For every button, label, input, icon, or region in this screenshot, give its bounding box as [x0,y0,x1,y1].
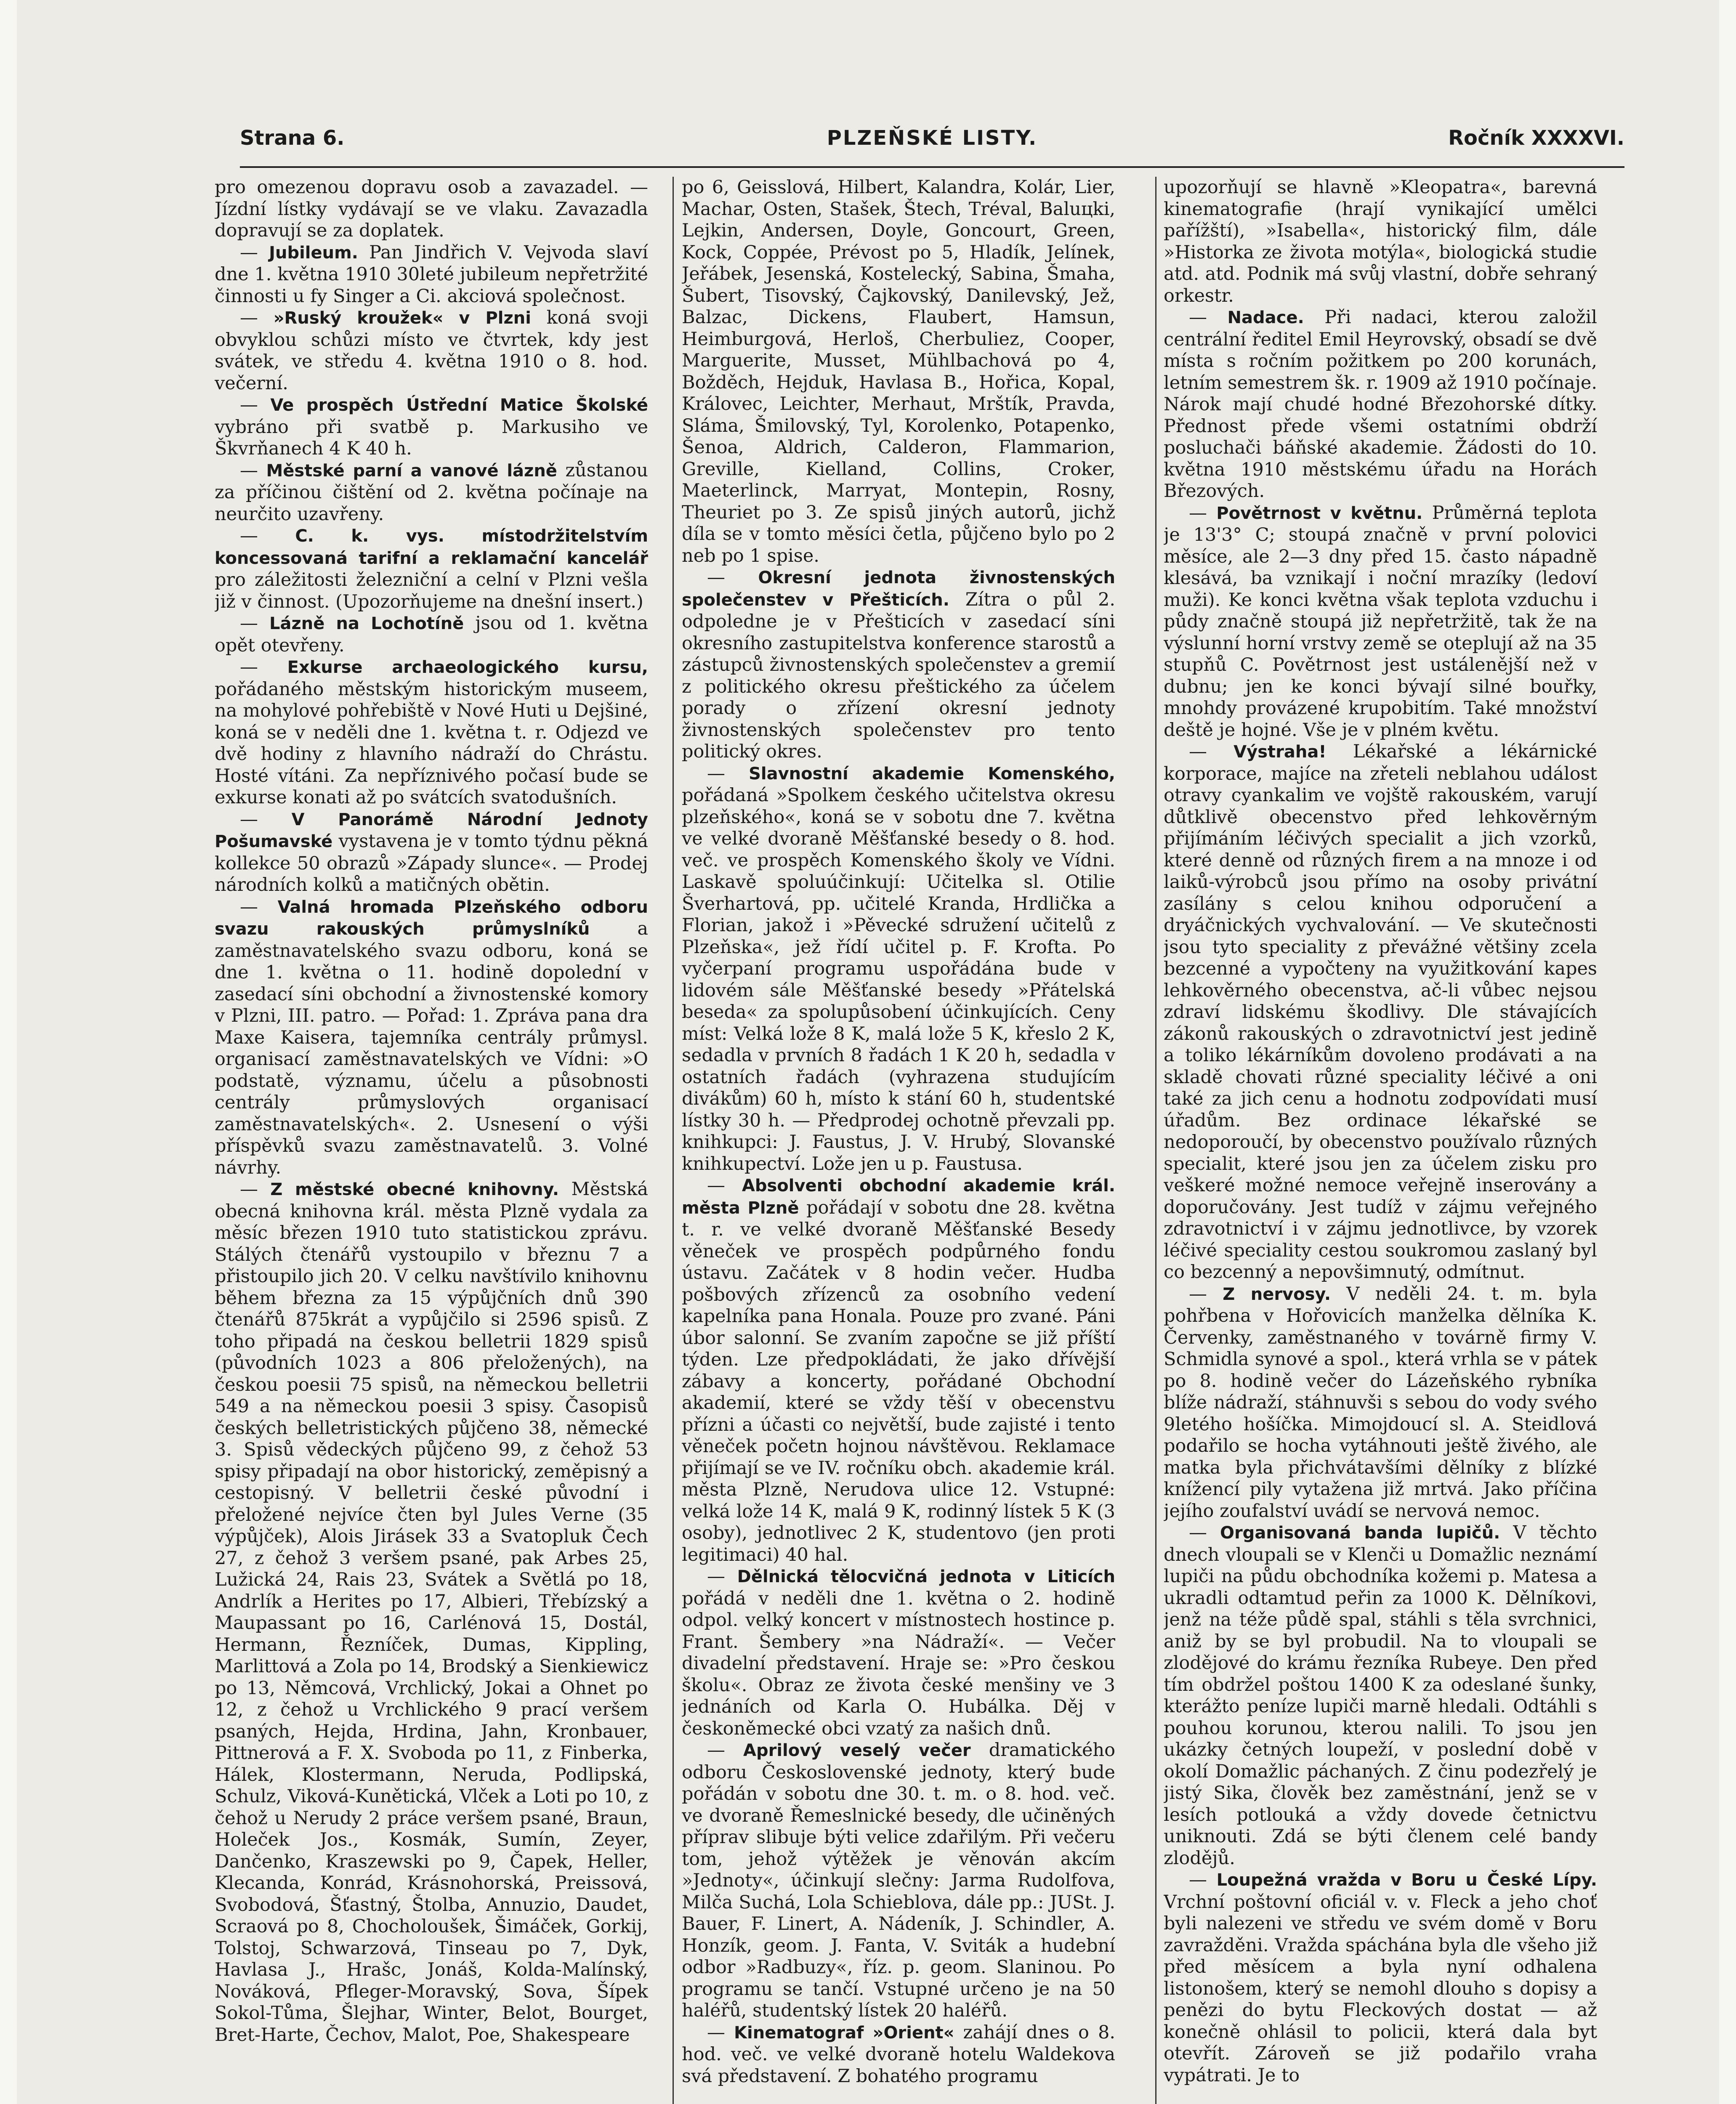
article-heading: Loupežná vražda v Boru u České Lípy. [1216,1870,1597,1890]
article-paragraph: — Loupežná vražda v Boru u České Lípy. Vrchní poštovní oficiál v. v. Fleck a jeho choť byli nalezeni ve středu ve svém domě v Boru zavražděni. Vražda spáchána byla dle všeho již před měsícem a byla nyní odhalena listonošem, který se nemohl dlouho s dopisy a penězi do bytu Fleckových dostat — až konečně ohlásil to policii, která dala byt otevřít. Zároveň se již podařilo vraha vypátrati. Je to [1164,1869,1597,2086]
article-paragraph: — Nadace. Při nadaci, kterou založil centrální ředitel Emil Heyrovský, obsadí se dvě místa s ročním požitkem po 200 korunách, letním semestrem šk. r. 1909 až 1910 počínaje. Nárok mají chudé hodné Březohorské dítky. Přednost přede všemi ostatními obdrží posluchači báňské akademie. Žádosti do 10. května 1910 městskému úřadu na Horách Březových. [1164,307,1597,502]
article-text: po 6, Geisslová, Hilbert, Kalandra, Kolár, Lier, Machar, Osten, Stašek, Štech, Tréval, Baluцki, Lejkin, Andersen, Doyle, Goncourt, Green, Kock, Coppée, Prévost po 5, Hladík, Jelínek, Jeřábek, Jesenská, Kostelecký, Sabina, Šmaha, Šubert, Tisovský, Čajkovský, Danilevský, Jež, Balzac, Dickens, Flaubert, Hamsun, Heimburgová, Herloš, Cherbuliez, Cooper, Marguerite, Musset, Mühlbachová po 4, Božděch, Hejduk, Havlasa B., Hořica, Kopal, Královec, Leichter, Merhaut, Mrštík, Pravda, Sláma, Šmilovský, Tyl, Korolenko, Potapenko, Šenoa, Aldrich, Calderon, Flammarion, Greville, Kielland, Collins, Croker, Maeterlinck, Marryat, Montepin, Rosny, Theuriet po 3. Ze spisů jiných autorů, jichž díla se v tomto měsíci četla, půjčeno bylo po 2 neb po 1 spise. [682,177,1115,566]
article-text: Městská obecná knihovna král. města Plzně vydala za měsíc březen 1910 tuto statistickou zprávu. Stálých čtenářů vystoupilo v březnu 7 a přistoupilo jich 20. V celku navštívilo knihovnu během března za 15 výpůjčních dnů 390 čtenářů 875krát a vypůjčilo si 2596 spisů. Z toho připadá na českou belletrii 1829 spisů (původních 1023 a 806 přeložených), na českou poesii 75 spisů, na německou belletrii 549 a na německou poesii 3 spisy. Časopisů českých belletristických půjčeno 38, německé 3. Spisů vědeckých půjčeno 99, z čehož 53 spisy připadají na obor historický, zeměpisný a cestopisný. V belletrii české původní i přeložené nejvíce čten byl Jules Verne (35 výpůjček), Alois Jirásek 33 a Svatopluk Čech 27, z čehož 3 veršem psané, pak Arbes 25, Lužická 24, Rais 23, Svátek a Světlá po 18, Andrlík a Herites po 17, Albieri, Třebízský a Maupassant po 16, Carlénová 15, Dostál, Hermann, Řezníček, Dumas, Kippling, Marlittová a Zola po 14, Brodský a Sienkiewicz po 13, Němcová, Vrchlický, Jokai a Ohnet po 12, z čehož u Vrchlického 9 prací veršem psaných, Hejda, Hrdina, Jahn, Kronbauer, Pittnerová a F. X. Svoboda po 11, z Finberka, Hálek, Klostermann, Neruda, Podlipská, Schulz, Viková-Kunětická, Vlček a Loti po 10, z čehož u Nerudy 2 práce veršem psané, Braun, Holeček Jos., Kosmák, Sumín, Zeyer, Dančenko, Kraszewski po 9, Čapek, Heller, Klecanda, Konrád, Krásnohorská, Preissová, Svobodová, Šťastný, Štolba, Annuzio, Daudet, Scraová po 8, Chocholoušek, Šimáček, Gorkij, Tolstoj, Schwarzová, Tinseau po 7, Dyk, Havlasa J., Hrašc, Jonáš, Kolda-Malínský, Nováková, Pfleger-Moravský, Sova, Šípek Sokol-Tůma, Šlejhar, Winter, Belot, Bourget, Bret-Harte, Čechov, Malot, Poe, Shakespeare [215,1179,648,2046]
article-paragraph: — Valná hromada Plzeňského odboru svazu rakouských průmyslníků a zaměstnavatelského svazu odboru, koná se dne 1. května o 11. hodině dopolední v zasedací síni obchodní a živnostenské komory v Plzni, III. patro. — Pořad: 1. Zpráva pana dra Maxe Kaisera, tajemníka centrály průmysl. organisací zaměstnavatelských ve Vídni: »O podstatě, významu, účelu a působnosti centrály průmyslových organisací zaměstnavatelských«. 2. Usnesení o výši příspěvků svazu zaměstnavatelů. 3. Volné návrhy. [215,896,648,1178]
article-heading: Valná hromada Plzeňského odboru svazu rakouských průmyslníků [215,897,648,939]
article-text: pořádá v neděli dne 1. května o 2. hodině odpol. velký koncert v místnostech hostince p. Frant. Šembery »na Nádraží«. — Večer divadelní představení. Hraje se: »Pro českou školu«. Obraz ze života české menšiny ve 3 jednáních od Karla O. Hubálka. Děj v českoněmecké obci vzatý za našich dnů. [682,1588,1115,1739]
article-text: Průměrná teplota je 13'3° C; stoupá značně v první polovici měsíce, ale 2—3 dny před 15. často nápadně klesává, ba vznikají i noční mrazíky (ledoví muži). Ke konci května však teplota vzduchu i půdy značně stoupá již nepřetržitě, tak že na výslunní horní vrstvy země se oteplují až na 35 stupňů C. Povětrnost jest ustálenější než v dubnu; jen ke konci bývají silné bouřky, mnohdy provázené krupobitím. Také množství deště je hojné. Vše je v plném květu. [1164,502,1597,741]
article-heading: Ve prospěch Ústřední Matice Školské [270,396,648,415]
article-text: pořádaná »Spolkem českého učitelstva okresu plzeňského«, koná se v sobotu dne 7. května ve velké dvoraně Měšťanské besedy o 8. hod. več. ve prospěch Komenského školy ve Vídni. Laskavě spoluúčinkují: Učitelka sl. Otilie Šverhartová, pp. učitelé Kranda, Hrdlička a Florian, jakož i »Pěvecké sdružení učitelů z Plzeňska«, jež řídí učitel p. F. Krofta. Po vyčerpaní programu uspořádána bude v lidovém sále Měšťanské besedy »Přátelská beseda« za spolupůsobení účinkujících. Ceny míst: Velká lože 8 K, malá lože 5 K, křeslo 2 K, sedadla v prvních 8 řadách 1 K 20 h, sedadla v ostatních řadách (vyhrazena studujícím divákům) 60 h, místo k stání 60 h, studentské lístky 30 h. — Předprodej ochotně převzali pp. knihkupci: J. Faustus, J. V. Hrubý, Slovanské knihkupectví. Lože jen u p. Faustusa. [682,785,1115,1174]
article-paragraph [682,177,1115,567]
article-heading: Exkurse archaeologického kursu, [287,658,648,677]
article-heading: C. k. vys. místodržitelstvím koncessovaná tarifní a reklamační kancelář [215,526,648,568]
article-heading: Absolventi obchodní akademie král. města Plzně [682,1176,1115,1218]
article-heading: Městské parní a vanové lázně [266,461,557,481]
article-text: zůstanou za příčinou čištění od 2. května počínaje na neurčito uzavřeny. [215,460,648,525]
article-heading: Z nervosy. [1223,1284,1331,1304]
article-paragraph: — Absolventi obchodní akademie král. města Plzně pořádají v sobotu dne 28. května t. r. ve velké dvoraně Měšťanské Besedy věneček ve prospěch podpůrného fondu ústavu. Začátek v 8 hodin večer. Hudba pošbových zřízenců za osobního vedení kapelníka pana Honala. Pouze pro zvané. Páni úbor salonní. Se zvaním započne se již příští týden. Lze předpokládati, že jako dřívější zábavy a koncerty, pořádané Obchodní akademií, které se vždy těší v obecenstvu přízni a účasti co největší, bude zajisté i tento věneček početn hojnou návštěvou. Reklamace přijímají se ve IV. ročníku obch. akademie král. města Plzně, Nerudova ulice 12. Vstupné: velká lože 14 K, malá 9 K, rodinný lístek 5 K (3 osoby), jednotlivec 2 K, studentovo (jen proti legitimaci) 40 hal. [682,1175,1115,1565]
scan-edge-right [1719,0,1736,2104]
article-text: V neděli 24. t. m. byla pohřbena v Hořovicích manželka dělníka K. Červenky, zaměstnaného v továrně firmy V. Schmidla synové a spol., která vrhla se v pátek po 8. hodině večer do Lázeňského rybníka blíže nádraží, stáhnuvši s sebou do vody svého 9letého hošíčka. Mimojdoucí sl. A. Steidlová podařilo se hocha vytáhnouti ještě živého, ale matka byla přichvátavšími dělníky z blízké knížencí pily vytažena již mrtvá. Jako příčina jejího zoufalství uvádí se nervová nemoc. [1164,1283,1597,1522]
article-text: V těchto dnech vloupali se v Klenči u Domažlic neznámí lupiči na půdu obchodníka kožemi p. Matesa a ukradli odtamtud peřin za 1000 K. Dělníkovi, jenž na téže půdě spal, stáhli s těla svrchnici, aniž by se byl probudil. Na to vloupali se zlodějové do krámu řezníka Rubeye. Den před tím obdržel poštou 1400 K za odeslané šunky, kterážto peníze lupiči marně hledali. Odtáhli s pouhou korunou, kterou nalili. To jsou jen ukázky četných loupeží, v poslední době v okolí Domažlic páchaných. Z činu podezřelý je jistý Sika, člověk bez zaměstnání, jenž se v lesích potlouká a vždy dovede četnictvu uniknouti. Zdá se býti členem celé bandy zlodějů. [1164,1522,1597,1869]
column-divider [1155,177,1156,2104]
article-paragraph: — »Ruský kroužek« v Plzni koná svoji obvyklou schůzi místo ve čtvrtek, kdy jest svátek, ve středu 4. května 1910 o 8. hod. večerní. [215,307,648,394]
article-text: pro omezenou dopravu osob a zavazadel. — Jízdní lístky vydávají se ve vlaku. Zavazadla dopravují se za doplatek. [215,177,648,241]
article-text: vybráno při svatbě p. Markusiho ve Škvrňanech 4 K 40 h. [215,416,648,459]
scan-edge-left [0,0,17,2104]
article-text: Zítra o půl 2. odpoledne je v Přešticích v zasedací síni okresního zastupitelstva konference starostů a zástupců živnostenských společenstev a gremií z politického okresu přeštického za účelem porady o zřízení okresní jednoty živnostenských společenstev pro tento politický okres. [682,589,1115,762]
article-text: koná svoji obvyklou schůzi místo ve čtvrtek, kdy jest svátek, ve středu 4. května 1910 o 8. hod. večerní. [215,307,648,394]
article-paragraph: — Exkurse archaeologického kursu, pořádaného městským historickým museem, na mohylové pohřebiště v Nové Huti u Dejšiné, koná se v neděli dne 1. května t. r. Odjezd ve dvě hodiny z hlavního nádraží do Chrástu. Hosté vítáni. Za nepříznivého počasí bude se exkurse konati až po svátcích svatodušních. [215,656,648,808]
article-paragraph: — Ve prospěch Ústřední Matice Školské vybráno při svatbě p. Markusiho ve Škvrňanech 4 K 40 h. [215,394,648,459]
article-heading: Z městské obecné knihovny. [270,1180,559,1199]
article-paragraph: — Jubileum. Pan Jindřich V. Vejvoda slaví dne 1. května 1910 30leté jubileum nepřetržité činnosti u fy Singer a Ci. akciová společnost. [215,242,648,307]
article-heading: »Ruský kroužek« v Plzni [273,308,531,328]
article-heading: Aprilový veselý večer [743,1741,971,1760]
column-3 [1164,177,1597,2104]
article-paragraph: — Aprilový veselý večer dramatického odboru Československé jednoty, který bude pořádán v sobotu dne 30. t. m. o 8. hod. več. ve dvoraně Řemeslnické besedy, dle učiněných příprav slibuje býti velice zdařilým. Při večeru tom, jehož výtěžek je věnován akcím »Jednoty«, účinkují slečny: Jarma Rudolfova, Milča Suchá, Lola Schieblova, dále pp.: JUSt. J. Bauer, F. Linert, A. Nádeník, J. Schindler, A. Honzík, geom. J. Fanta, V. Sviták a hudební odbor »Radbuzy«, říz. p. geom. Slaninou. Po programu se tančí. Vstupné určeno je na 50 haléřů, studentský lístek 20 haléřů. [682,1740,1115,2021]
article-paragraph [1164,177,1597,307]
article-text: vystavena je v tomto týdnu pěkná kollekce 50 obrazů »Západy slunce«. — Prodej národních kolků a matičných obětin. [215,831,648,895]
article-paragraph [215,177,648,242]
newspaper-title: PLZEŇSKÉ LISTY. [827,126,1038,150]
article-text: Lékařské a lékárnické korporace, majíce na zřeteli neblahou událost otravy cyankalim ve vojště rakouském, varují důtklivě obecenstvo před lehkověrným přijímáním léčivých specialit a jich vzorků, které denně od různých firem a na mnoze i od laiků-výrobců jsou přímo na osoby privátní zasílány s celou knihou odporučení a dryáčnických vychvalování. — Ve skutečnosti jsou tyto speciality z převážné většiny zcela bezcenné a vypočteny na využitkování kapes lehkověrného obecenstva, ač-li vůbec nejsou zdraví lidskému škodlivy. Dle stávajících zákonů rakouských o zdravotnictví jest jedině a toliko lékárníkům dovoleno prodávati a na skladě chovati různé speciality léčivé a oni také za jich cenu a hodnotu zodpovídati musí úřadům. Bez ordinace lékařské se nedoporoučí, by obecenstvo používalo různých specialit, které jsou jen za účelem zisku pro veškeré možné nemoce veřejně inserovány a doporučovány. Jest tudíž v zájmu veřejného zdravotnictví i v zájmu jednotlivce, by vzorek léčivé speciality cestou soukromou zaslaný byl co bezcenný a nepovšimnutý, odmítnut. [1164,741,1597,1283]
article-heading: Slavnostní akademie Komenského, [749,764,1115,784]
column-1 [215,177,648,2104]
article-paragraph: — Z nervosy. V neděli 24. t. m. byla pohřbena v Hořovicích manželka dělníka K. Červenky, zaměstnaného v továrně firmy V. Schmidla synové a spol., která vrhla se v pátek po 8. hodině večer do Lázeňského rybníka blíže nádraží, stáhnuvši s sebou do vody svého 9letého hošíčka. Mimojdoucí sl. A. Steidlová podařilo se hocha vytáhnouti ještě živého, ale matka byla přichvátavšími dělníky z blízké knížencí pily vytažena již mrtvá. Jako příčina jejího zoufalství uvádí se nervová nemoc. [1164,1283,1597,1522]
article-paragraph: — C. k. vys. místodržitelstvím koncessovaná tarifní a reklamační kancelář pro záležitosti železniční a celní v Plzni vešla již v činnost. (Upozorňujeme na dnešní insert.) [215,525,648,612]
volume-label: Ročník XXXXVI. [1448,126,1624,150]
article-heading: Dělnická tělocvičná jednota v Liticích [737,1567,1115,1586]
article-text: pro záležitosti železniční a celní v Plzni vešla již v činnost. (Upozorňujeme na dnešní insert.) [215,569,648,612]
article-text: dramatického odboru Československé jednoty, který bude pořádán v sobotu dne 30. t. m. o 8. hod. več. ve dvoraně Řemeslnické besedy, dle učiněných příprav slibuje býti velice zdařilým. Při večeru tom, jehož výtěžek je věnován akcím »Jednoty«, účinkují slečny: Jarma Rudolfova, Milča Suchá, Lola Schieblova, dále pp.: JUSt. J. Bauer, F. Linert, A. Nádeník, J. Schindler, A. Honzík, geom. J. Fanta, V. Sviták a hudební odbor »Radbuzy«, říz. p. geom. Slaninou. Po programu se tančí. Vstupné určeno je na 50 haléřů, studentský lístek 20 haléřů. [682,1740,1115,2021]
article-text: zahájí dnes o 8. hod. več. ve velké dvoraně hotelu Waldekova svá představení. Z bohatého programu [682,2022,1115,2087]
article-paragraph: — Slavnostní akademie Komenského, pořádaná »Spolkem českého učitelstva okresu plzeňského«, koná se v sobotu dne 7. května ve velké dvoraně Měšťanské besedy o 8. hod. več. ve prospěch Komenského školy ve Vídni. Laskavě spoluúčinkují: Učitelka sl. Otilie Šverhartová, pp. učitelé Kranda, Hrdlička a Florian, jakož i »Pěvecké sdružení učitelů z Plzeňska«, jež řídí učitel p. F. Krofta. Po vyčerpaní programu uspořádána bude v lidovém sále Měšťanské besedy »Přátelská beseda« za spolupůsobení účinkujících. Ceny míst: Velká lože 8 K, malá lože 5 K, křeslo 2 K, sedadla v prvních 8 řadách 1 K 20 h, sedadla v ostatních řadách (vyhrazena studujícím divákům) 60 h, místo k stání 60 h, studentské lístky 30 h. — Předprodej ochotně převzali pp. knihkupci: J. Faustus, J. V. Hrubý, Slovanské knihkupectví. Lože jen u p. Faustusa. [682,762,1115,1174]
article-heading: Lázně na Lochotíně [269,614,464,633]
header-rule [240,166,1624,168]
article-text: a zaměstnavatelského svazu odboru, koná se dne 1. května o 11. hodině dopolední v zasedací síni obchodní a živnostenské komory v Plzni, III. patro. — Pořad: 1. Zpráva pana dra Maxe Kaisera, tajemníka centrály průmysl. organisací zaměstnavatelských ve Vídni: »O podstatě, významu, účelu a působnosti centrály průmyslových organisací zaměstnavatelských«. 2. Usnesení o výši příspěvků svazu zaměstnavatelů. 3. Volné návrhy. [215,918,648,1178]
page-number: Strana 6. [240,126,345,150]
article-heading: Povětrnost v květnu. [1216,503,1423,523]
article-paragraph: — Organisovaná banda lupičů. V těchto dnech vloupali se v Klenči u Domažlic neznámí lupiči na půdu obchodníka kožemi p. Matesa a ukradli odtamtud peřin za 1000 K. Dělníkovi, jenž na téže půdě spal, stáhli s těla svrchnici, aniž by se byl probudil. Na to vloupali se zlodějové do krámu řezníka Rubeye. Den před tím obdržel poštou 1400 K za odeslané šunky, kterážto peníze lupiči marně hledali. Odtáhli s pouhou korunou, kterou nalili. To jsou jen ukázky četných loupeží, v poslední době v okolí Domažlic páchaných. Z činu podezřelý je jistý Sika, člověk bez zaměstnání, jenž se v lesích potlouká a vždy dovede četnictvu uniknouti. Zdá se býti členem celé bandy zlodějů. [1164,1522,1597,1869]
article-paragraph: — Kinematograf »Orient« zahájí dnes o 8. hod. več. ve velké dvoraně hotelu Waldekova svá představení. Z bohatého programu [682,2022,1115,2087]
article-text: jsou od 1. května opět otevřeny. [215,613,648,656]
column-2 [682,177,1115,2104]
article-text: pořádají v sobotu dne 28. května t. r. ve velké dvoraně Měšťanské Besedy věneček ve prospěch podpůrného fondu ústavu. Začátek v 8 hodin večer. Hudba pošbových zřízenců za osobního vedení kapelníka pana Honala. Pouze pro zvané. Páni úbor salonní. Se zvaním započne se již příští týden. Lze předpokládati, že jako dřívější zábavy a koncerty, pořádané Obchodní akademií, které se vždy těší v obecenstvu přízni a účasti co největší, bude zajisté i tento věneček početn hojnou návštěvou. Reklamace přijímají se ve IV. ročníku obch. akademie král. města Plzně, Nerudova ulice 12. Vstupné: velká lože 14 K, malá 9 K, rodinný lístek 5 K (3 osoby), jednotlivec 2 K, studentovo (jen proti legitimaci) 40 hal. [682,1197,1115,1565]
article-paragraph: — Z městské obecné knihovny. Městská obecná knihovna král. města Plzně vydala za měsíc březen 1910 tuto statistickou zprávu. Stálých čtenářů vystoupilo v březnu 7 a přistoupilo jich 20. V celku navštívilo knihovnu během března za 15 výpůjčních dnů 390 čtenářů 875krát a vypůjčilo si 2596 spisů. Z toho připadá na českou belletrii 1829 spisů (původních 1023 a 806 přeložených), na českou poesii 75 spisů, na německou belletrii 549 a na německou poesii 3 spisy. Časopisů českých belletristických půjčeno 38, německé 3. Spisů vědeckých půjčeno 99, z čehož 53 spisy připadají na obor historický, zeměpisný a cestopisný. V belletrii české původní i přeložené nejvíce čten byl Jules Verne (35 výpůjček), Alois Jirásek 33 a Svatopluk Čech 27, z čehož 3 veršem psané, pak Arbes 25, Lužická 24, Rais 23, Svátek a Světlá po 18, Andrlík a Herites po 17, Albieri, Třebízský a Maupassant po 16, Carlénová 15, Dostál, Hermann, Řezníček, Dumas, Kippling, Marlittová a Zola po 14, Brodský a Sienkiewicz po 13, Němcová, Vrchlický, Jokai a Ohnet po 12, z čehož u Vrchlického 9 prací veršem psaných, Hejda, Hrdina, Jahn, Kronbauer, Pittnerová a F. X. Svoboda po 11, z Finberka, Hálek, Klostermann, Neruda, Podlipská, Schulz, Viková-Kunětická, Vlček a Loti po 10, z čehož u Nerudy 2 práce veršem psané, Braun, Holeček Jos., Kosmák, Sumín, Zeyer, Dančenko, Kraszewski po 9, Čapek, Heller, Klecanda, Konrád, Krásnohorská, Preissová, Svobodová, Šťastný, Štolba, Annuzio, Daudet, Scraová po 8, Chocholoušek, Šimáček, Gorkij, Tolstoj, Schwarzová, Tinseau po 7, Dyk, Havlasa J., Hrašc, Jonáš, Kolda-Malínský, Nováková, Pfleger-Moravský, Sova, Šípek Sokol-Tůma, Šlejhar, Winter, Belot, Bourget, Bret-Harte, Čechov, Malot, Poe, Shakespeare [215,1179,648,2046]
article-heading: Kinematograf »Orient« [734,2023,954,2043]
article-heading: V Panorámě Národní Jednoty Pošumavské [215,810,648,851]
article-heading: Nadace. [1227,308,1304,327]
article-text: Vrchní poštovní oficiál v. v. Fleck a jeho choť byli nalezeni ve středu ve svém domě v Boru zavražděni. Vražda spáchána byla dle všeho již před měsícem a byla nyní odhalena listonošem, který se nemohl dlouho s dopisy a penězi do bytu Fleckových dostat — až konečně ohlásil to policii, která dala byt otevřít. Zároveň se již podařilo vraha vypátrati. Je to [1164,1891,1597,2086]
article-text: pořádaného městským historickým museem, na mohylové pohřebiště v Nové Huti u Dejšiné, koná se v neděli dne 1. května t. r. Odjezd ve dvě hodiny z hlavního nádraží do Chrástu. Hosté vítáni. Za nepříznivého počasí bude se exkurse konati až po svátcích svatodušních. [215,678,648,808]
column-divider [673,177,674,2104]
article-text: Pan Jindřich V. Vejvoda slaví dne 1. května 1910 30leté jubileum nepřetržité činnosti u fy Singer a Ci. akciová společnost. [215,242,648,307]
article-heading: Okresní jednota živnostenských společenstev v Přešticích. [682,568,1115,610]
article-heading: Organisovaná banda lupičů. [1220,1523,1500,1543]
article-text: Při nadaci, kterou založil centrální ředitel Emil Heyrovský, obsadí se dvě místa s ročním požitkem po 200 korunách, letním semestrem šk. r. 1909 až 1910 počínaje. Nárok mají chudé hodné Březohorské dítky. Přednost přede všemi ostatními obdrží posluchači báňské akademie. Žádosti do 10. května 1910 městskému úřadu na Horách Březových. [1164,307,1597,502]
article-paragraph: — Dělnická tělocvičná jednota v Liticích pořádá v neděli dne 1. května o 2. hodině odpol. velký koncert v místnostech hostince p. Frant. Šembery »na Nádraží«. — Večer divadelní představení. Hraje se: »Pro českou školu«. Obraz ze života české menšiny ve 3 jednáních od Karla O. Hubálka. Děj v českoněmecké obci vzatý za našich dnů. [682,1566,1115,1739]
article-paragraph: — V Panorámě Národní Jednoty Pošumavské vystavena je v tomto týdnu pěkná kollekce 50 obrazů »Západy slunce«. — Prodej národních kolků a matičných obětin. [215,808,648,895]
article-heading: Jubileum. [269,243,358,263]
article-paragraph: — Výstraha! Lékařské a lékárnické korporace, majíce na zřeteli neblahou událost otravy cyankalim ve vojště rakouském, varují důtklivě obecenstvo před lehkověrným přijímáním léčivých specialit a jich vzorků, které denně od různých firem a na mnoze i od laiků-výrobců jsou přímo na osoby privátní zasílány s celou knihou odporučení a dryáčnických vychvalování. — Ve skutečnosti jsou tyto speciality z převážné většiny zcela bezcenné a vypočteny na využitkování kapes lehkověrného obecenstva, ač-li vůbec nejsou zdraví lidskému škodlivy. Dle stávajících zákonů rakouských o zdravotnictví jest jedině a toliko lékárníkům dovoleno prodávati a na skladě chovati různé speciality léčivé a oni také za jich cenu a hodnotu zodpovídati musí úřadům. Bez ordinace lékařské se nedoporoučí, by obecenstvo používalo různých specialit, které jsou jen za účelem zisku pro veškeré možné nemoce veřejně inserovány a doporučovány. Jest tudíž v zájmu veřejného zdravotnictví i v zájmu jednotlivce, by vzorek léčivé speciality cestou soukromou zaslaný byl co bezcenný a nepovšimnutý, odmítnut. [1164,741,1597,1283]
page-header [240,126,1624,160]
article-heading: Výstraha! [1234,742,1327,762]
article-paragraph: — Povětrnost v květnu. Průměrná teplota je 13'3° C; stoupá značně v první polovici měsíce, ale 2—3 dny před 15. často nápadně klesává, ba vznikají i noční mrazíky (ledoví muži). Ke konci května však teplota vzduchu i půdy značně stoupá již nepřetržitě, tak že na výslunní horní vrstvy země se oteplují až na 35 stupňů C. Povětrnost jest ustálenější než v dubnu; jen ke konci bývají silné bouřky, mnohdy provázené krupobitím. Také množství deště je hojné. Vše je v plném květu. [1164,502,1597,741]
article-paragraph: — Okresní jednota živnostenských společenstev v Přešticích. Zítra o půl 2. odpoledne je v Přešticích v zasedací síni okresního zastupitelstva konference starostů a zástupců živnostenských společenstev a gremií z politického okresu přeštického za účelem porady o zřízení okresní jednoty živnostenských společenstev pro tento politický okres. [682,567,1115,762]
article-text: upozorňují se hlavně »Kleopatra«, barevná kinematografie (hrají vynikající umělci pařížští), »Isabella«, historický film, dále »Historka ze života motýla«, biologická studie atd. atd. Podnik má svůj vlastní, dobře sehraný orkestr. [1164,177,1597,306]
article-paragraph: — Městské parní a vanové lázně zůstanou za příčinou čištění od 2. května počínaje na neurčito uzavřeny. [215,460,648,525]
article-paragraph: — Lázně na Lochotíně jsou od 1. května opět otevřeny. [215,613,648,656]
